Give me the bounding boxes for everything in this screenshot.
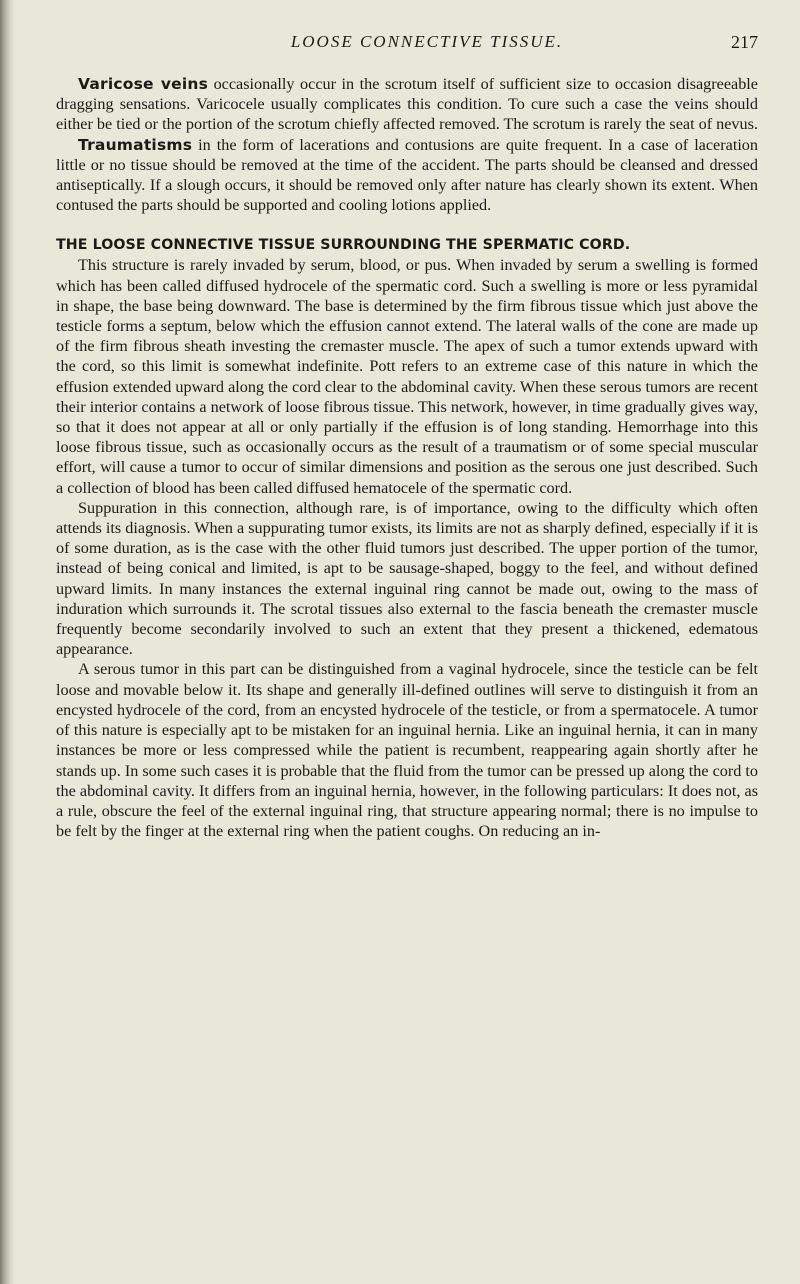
section-paragraph: A serous tumor in this part can be distinguished from a vaginal hydrocele, since the testicle can be felt loose and movable below it. Its shape and generally ill-defined outlines will serve to distinguish it from an encysted hydrocele of the cord, from an encysted hydrocele of the testicle, or from a spermatocele. A tumor of this nature is especially apt to be mistaken for an inguinal hernia. Like an inguinal hernia, it can in many instances be more or less compressed while the patient is recumbent, reappearing again shortly after he stands up. In some such cases it is probable that the fluid from the tumor can be pressed up along the cord to the abdominal cavity. It differs from an inguinal hernia, however, in the following particulars: It does not, as a rule, obscure the feel of the external inguinal ring, that structure appearing normal; there is no impulse to be felt by the finger at the external ring when the patient coughs. On reducing an in- (56, 660, 758, 841)
lead-term-traumatisms: Traumatisms (78, 135, 193, 154)
section-paragraph: This structure is rarely invaded by serum, blood, or pus. When invaded by serum a swelling is formed which has been called diffused hydrocele of the spermatic cord. Such a swelling is more or less pyramidal in shape, the base being downward. The base is determined by the firm fibrous tissue which just above the testicle forms a septum, below which the effusion cannot extend. The lateral walls of the cone are made up of the firm fibrous sheath investing the cremaster muscle. The apex of such a tumor extends upward with the cord, so this limit is somewhat indefinite. Pott refers to an extreme case of this nature in which the effusion extended upward along the cord clear to the abdominal cavity. When these serous tumors are recent their interior contains a network of loose fibrous tissue. This network, however, in time gradually gives way, so that it does not appear at all or only partially if the effusion is of long standing. Hemorrhage into this loose fibrous tissue, such as occasionally occurs as the result of a traumatism or of some special muscular effort, will cause a tumor to occur of similar dimensions and position as the serous one just described. Such a collection of blood has been called diffused hematocele of the spermatic cord. (56, 256, 758, 497)
paragraph-varicose-veins (56, 74, 758, 135)
book-spine-shadow (0, 0, 14, 1284)
page-content (56, 32, 758, 841)
paragraph-text: in the form of lacerations and contusions are quite frequent. In a case of laceration little or no tissue should be removed at the time of the accident. The parts should be cleansed and dressed antiseptically. If a slough occurs, it should be removed only after nature has clearly shown its extent. When contused the parts should be supported and cooling lotions applied. (56, 135, 758, 215)
running-head (56, 32, 758, 60)
running-title: LOOSE CONNECTIVE TISSUE. (290, 32, 564, 51)
section-paragraph: Suppuration in this connection, although rare, is of importance, owing to the difficulty which often attends its diagnosis. When a suppurating tumor exists, its limits are not as sharply defined, especially if it is of some duration, as is the case with the other fluid tumors just described. The upper portion of the tumor, instead of being conical and limited, is apt to be sausage-shaped, boggy to the feel, and without defined upward limits. In many instances the external inguinal ring cannot be made out, owing to the mass of induration which surrounds it. The scrotal tissues also external to the fascia beneath the cremaster muscle frequently become secondarily involved to such an extent that they present a thickened, edematous appearance. (56, 498, 758, 659)
paragraph-traumatisms (56, 135, 758, 216)
paragraph-text: occasionally occur in the scrotum itself of sufficient size to occasion disagreeable dragging sensations. Varicocele usually complicates this condition. To cure such a case the veins should either be tied or the portion of the scrotum chiefly affected removed. The scrotum is rarely the seat of nevus. (56, 75, 758, 134)
section-heading: THE LOOSE CONNECTIVE TISSUE SURROUNDING THE SPERMATIC CORD. (56, 237, 631, 254)
page-number: 217 (731, 32, 758, 52)
lead-term-varicose-veins: Varicose veins (78, 75, 209, 93)
